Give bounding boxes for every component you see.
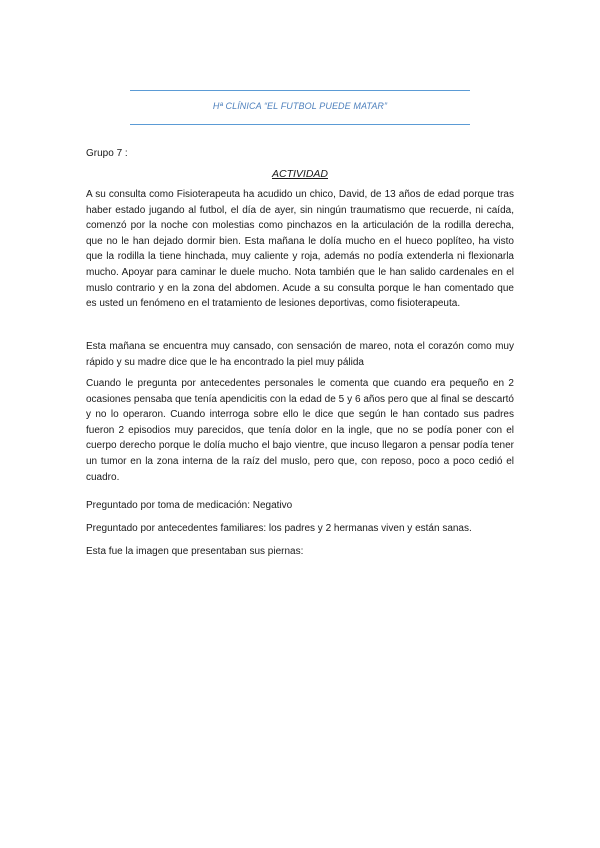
medication-line: Preguntado por toma de medicación: Negativo xyxy=(86,500,293,511)
family-history-line: Preguntado por antecedentes familiares: los padres y 2 hermanas viven y están sanas. xyxy=(86,523,472,534)
case-paragraph-1: A su consulta como Fisioterapeuta ha acudido un chico, David, de 13 años de edad porque tras haber estado jugando al futbol, el día de ayer, sin ningún traumatismo que recuerde, ni caída, comenzó por la noche con molestias como pinchazos en la articulación de la rodilla derecha, que no le han dejado dormir bien. Esta mañana le dolía mucho en el hueco poplíteo, ha visto que la rodilla la tiene hinchada, muy caliente y roja, además no podía extenderla ni flexionarla mucho. Apoyar para caminar le duele mucho. Nota también que le han salido cardenales en el muslo contrario y en la zona del abdomen. Acude a su consulta porque le han comentado que es usted un fenómeno en el tratamiento de lesiones deportivas, como fisioterapeuta. xyxy=(86,189,514,310)
header-title: Hª CLÍNICA “EL FUTBOL PUEDE MATAR” xyxy=(212,101,388,111)
header-bottom-rule xyxy=(130,124,470,125)
group-label: Grupo 7 : xyxy=(86,148,128,159)
case-paragraph-2: Esta mañana se encuentra muy cansado, con sensación de mareo, nota el corazón como muy rápido y su madre dice que le ha encontrado la piel muy pálida xyxy=(86,341,514,368)
header-top-rule xyxy=(130,90,470,91)
case-paragraph-3: Cuando le pregunta por antecedentes personales le comenta que cuando era pequeño en 2 ocasiones pensaba que tenía apendicitis con la edad de 5 y 6 años pero que al final se descartó y no lo operaron. Cuando interroga sobre ello le dice que según le han contado sus padres fueron 2 episodios muy parecidos, que tenía dolor en la ingle, que no se podía poner con el cuerpo derecho porque le dolía mucho el bajo vientre, que incuso llegaron a pensar podía tener un tumor en la zona interna de la raíz del muslo, pero que, con reposo, poco a poco cedió el cuadro. xyxy=(86,378,514,483)
image-intro-line: Esta fue la imagen que presentaban sus piernas: xyxy=(86,546,304,557)
section-title: ACTIVIDAD xyxy=(271,168,328,180)
